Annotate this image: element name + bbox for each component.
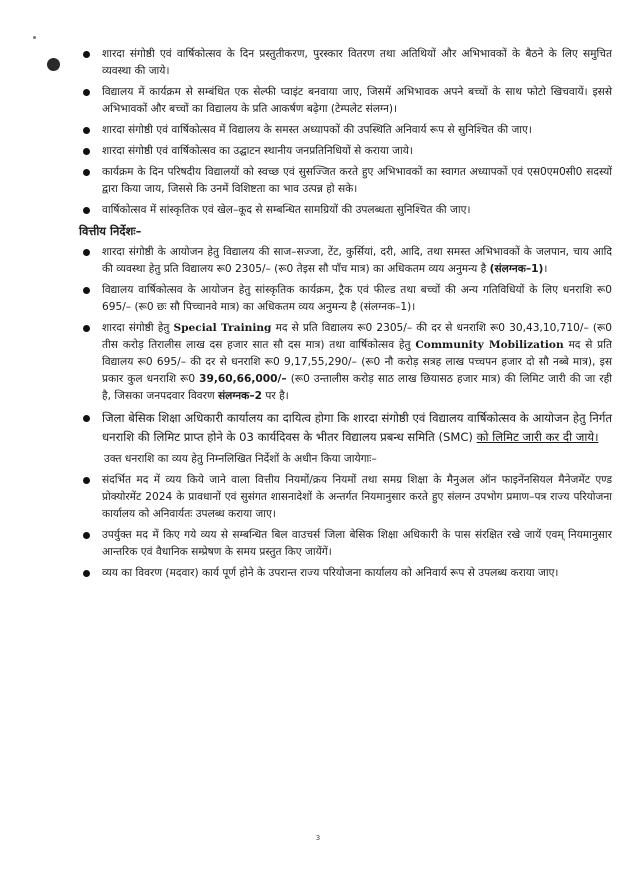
annexure-ref: संलग्नक–2 [217,390,262,402]
text-segment: (रू0 उन्तालीस करोड़ साठ लाख छियासठ हजार मात्र) की लिमिट जारी की जा रही है, जिसका जनपदवार विवरण [102,373,612,402]
financial-bullet-list [82,244,612,447]
text-segment: शारदा संगोष्ठी के आयोजन हेतु विद्यालय की साज–सज्जा, टेंट, कुर्सियां, दरी, आदि, तथा समस्त अभिभावकों के जलपान, चाय आदि की व्यवस्था हेतु प्रति विद्यालय रू0 2305/– (रू0 तेइस सौ पाँच मात्र) का अधिकतम व्यय अनुमन्य है [102,246,612,275]
list-item-text: शारदा संगोष्ठी एवं वार्षिकोत्सव का उद्घाटन स्थानीय जनप्रतिनिधियों से कराया जाये। [102,145,413,157]
list-item-total-limit [82,320,612,405]
list-item-district-responsibility [82,409,612,447]
financial-instructions-heading: वित्तीय निर्देशः– [79,224,142,238]
document-body [79,46,612,586]
head-special-training: Special Training [173,322,272,334]
list-item-text: विद्यालय वार्षिकोत्सव के आयोजन हेतु सांस्कृतिक कार्यक्रम, ट्रैक एवं फील्ड तथा बच्चों की अन्य गतिविधियों के लिए धनराशि रू0 695/– (रू0 छः सौ पिच्चानवे मात्र) का अधिकतम व्यय अनुमन्य है (संलग्नक–1)। [102,284,612,313]
text-segment: जिला बेसिक शिक्षा अधिकारी कार्यालय का दायित्व होगा कि शारदा संगोष्ठी एवं विद्यालय वार्षिकोत्सव के आयोजन हेतु निर्गत धनराशि की लिमिट प्राप्त होने के 03 कार्यदिवस के भीतर विद्यालय प्रबन्ध समिति (SMC) [102,411,612,444]
list-item-text: शारदा संगोष्ठी एवं वार्षिकोत्सव में विद्यालय के समस्त अध्यापकों की उपस्थिति अनिवार्य रूप से सुनिश्चित की जाए। [102,124,532,136]
list-item [82,527,612,561]
bullet-icon [83,477,90,484]
list-item [82,84,612,118]
bullet-icon [83,570,90,577]
list-item [82,472,612,523]
bullet-icon [83,287,90,294]
bullet-icon [83,148,90,155]
list-item [82,143,612,160]
total-amount: 39,60,66,000/– [199,373,287,385]
text-segment: पर है। [262,390,289,402]
list-item [82,46,612,80]
usage-bullet-list [82,472,612,582]
bullet-icon [83,51,90,58]
bullet-icon [83,89,90,96]
list-item [82,565,612,582]
bullet-icon [83,532,90,539]
list-item-shardha-budget [82,244,612,278]
list-item-annual-function-budget [82,282,612,316]
text-segment: । [543,263,548,275]
text-segment: मद से प्रति विद्यालय रू0 2305/– की दर से धनराशि रू0 30,43,10,710/– (रू0 तीस करोड़ तिरालीस लाख दस हजार सात सौ दस मात्र) तथा वार्षिकोत्सव हेतु [102,322,612,351]
list-item-text: वार्षिकोत्सव में सांस्कृतिक एवं खेल–कूद से सम्बन्धित सामग्रियों की उपलब्धता सुनिश्चित की जाए। [102,204,471,216]
punch-hole-mark [47,58,60,71]
head-community-mobilization: Community Mobilization [415,339,564,351]
list-item [82,164,612,198]
list-item-text: शारदा संगोष्ठी एवं वार्षिकोत्सव के दिन प्रस्तुतीकरण, पुरस्कार वितरण तथा अतिथियों और अभिभावकों के बैठने के लिए समुचित व्यवस्था की जाये। [102,48,612,77]
list-item-text: संदर्भित मद में व्यय किये जाने वाला वित्तीय नियमों/क्रय नियमों तथा समग्र शिक्षा के मैनुअल ऑन फाइनेंनसियल मैनेजमेंट एण्ड प्रोक्योरमेंट 2024 के प्रावधानों एवं सुसंगत शासनादेशों के अन्तर्गत नियमानुसार करते हुए संलग्न उपभोग प्रमाण–पत्र राज्य परियोजना कार्यालय को अनिवार्यतः उपलब्ध कराया जाए। [102,474,612,520]
list-item-text: व्यय का विवरण (मदवार) कार्य पूर्ण होने के उपरान्त राज्य परियोजना कार्यालय को अनिवार्य रूप से उपलब्ध कराया जाए। [102,567,559,579]
page-number: 3 [315,834,321,842]
usage-instructions-line: उक्त धनराशि का व्यय हेतु निम्नलिखित निर्देशों के अधीन किया जायेगाः– [104,453,377,465]
list-item [82,202,612,219]
scan-speck [33,36,36,39]
bullet-icon [83,249,90,256]
text-segment: मद से प्रति विद्यालय रू0 695/– की दर से धनराशि रू0 9,17,55,290/– (रू0 नौ करोड़ सत्रह लाख पच्चपन हजार दो सौ नब्बे मात्र), इस प्रकार कुल धनराशि रू0 [102,339,612,385]
text-segment: शारदा संगोष्ठी हेतु [102,322,174,334]
annexure-ref: (संलग्नक–1) [489,263,544,275]
arrangement-bullet-list [82,46,612,219]
bullet-icon [83,169,90,176]
list-item-text: कार्यक्रम के दिन परिषदीय विद्यालयों को स्वच्छ एवं सुसज्जित करते हुए अभिभावकों का स्वागत अध्यापकों एवं एस0एम0सी0 सदस्यों द्वारा किया जाय, जिससे कि उनमें विशिष्टता का भाव उत्पन्न हो सके। [102,166,612,195]
bullet-icon [83,127,90,134]
list-item-text: विद्यालय में कार्यक्रम से सम्बंधित एक सेल्फी प्वाइंट बनवाया जाए, जिसमें अभिभावक अपने बच्चों के साथ फोटो खिचवायें। इससे अभिभावकों और बच्चों का विद्यालय के प्रति आकर्षण बढ़ेगा (टेम्पलेट संलग्न)। [102,86,612,115]
list-item [82,122,612,139]
bullet-icon [83,325,90,332]
underlined-text: को लिमिट जारी कर दी जाये। [476,430,599,444]
bullet-icon [83,415,90,422]
bullet-icon [83,207,90,214]
list-item-text: उपर्युक्त मद में किए गये व्यय से सम्बन्धित बिल वाउचर्स जिला बेसिक शिक्षा अधिकारी के पास संरक्षित रखे जायें एवम् नियमानुसार आन्तरिक एवं वैधानिक सम्प्रेषण के समय प्रस्तुत किए जायेंगें। [102,529,612,558]
